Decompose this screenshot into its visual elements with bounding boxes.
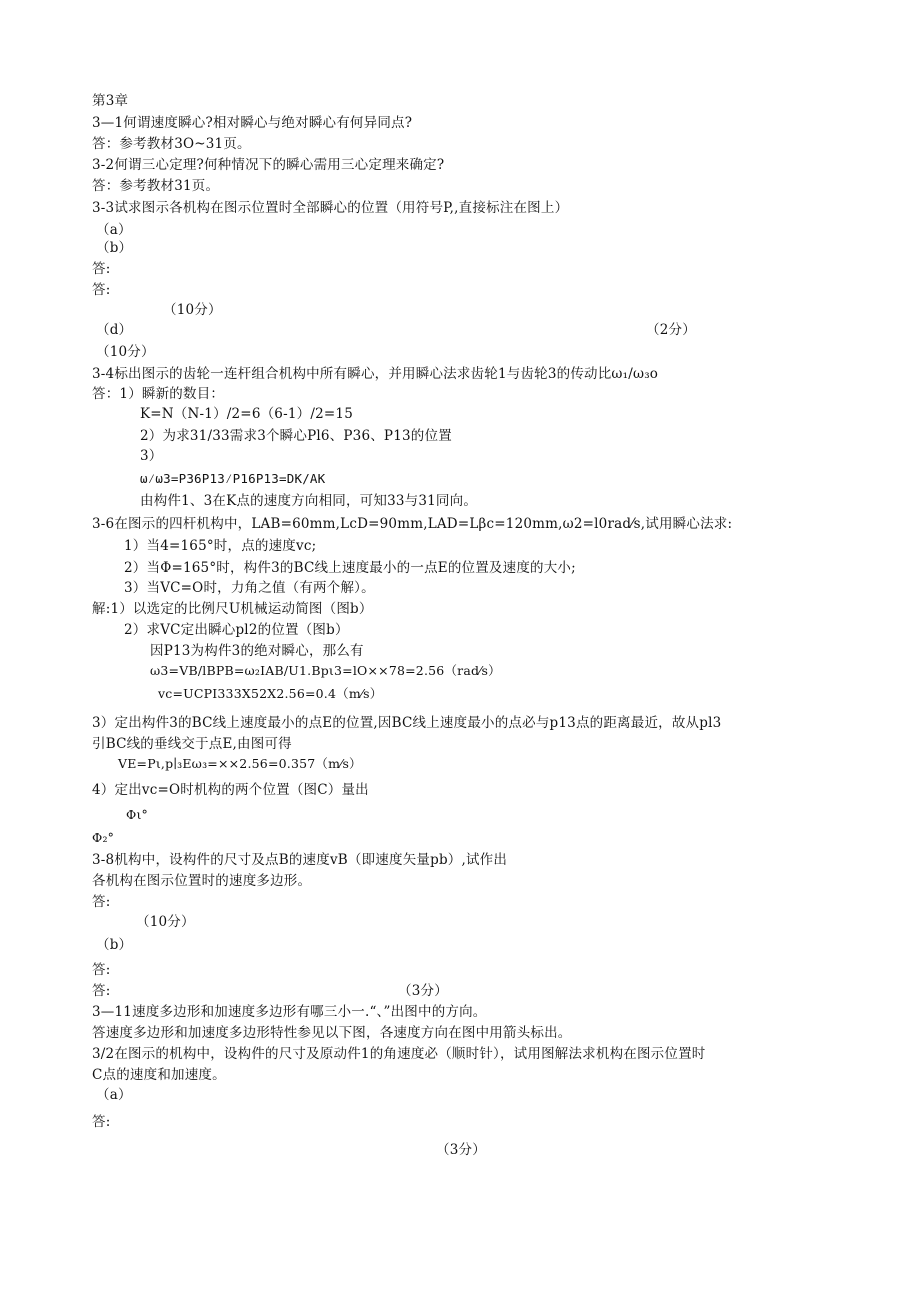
answer-3-1: 答：参考教材3O~31页。 — [92, 136, 251, 152]
solution-note: 因P13为构件3的绝对瞬心，那么有 — [150, 643, 364, 659]
question-3-3: 3-3试求图示各机构在图示位置时全部瞬心的位置（用符号P,,直接标注在图上） — [92, 200, 569, 216]
answer-label: 答: — [92, 282, 111, 298]
question-3-1: 3—1何谓速度瞬心?相对瞬心与绝对瞬心有何异同点? — [92, 115, 413, 131]
score-note: （10分） — [163, 302, 222, 318]
formula-count: K=N（N-1）/2=6（6-1）/2=15 — [140, 406, 353, 422]
answer-3-11: 答速度多边形和加速度多边形特性参见以下图，各速度方向在图中用箭头标出。 — [92, 1025, 572, 1041]
solution-step3-cont: 引BC线的垂线交于点E,由图可得 — [92, 736, 292, 752]
answer-3-4-step2: 2）为求31/33需求3个瞬心Pl6、P36、P13的位置 — [140, 428, 452, 444]
answer-label: 答: — [92, 261, 111, 277]
score-note: （2分） — [646, 322, 696, 338]
question-3-4: 3-4标出图示的齿轮一连杆组合机构中所有瞬心，并用瞬心法求齿轮1与齿轮3的传动比ω₁/ω₃o — [92, 366, 659, 382]
formula-ve: VE=Pι,p∣₃Eω₃=××2.56=0.357（m⁄s） — [118, 756, 362, 771]
answer-label: 答: — [92, 1114, 111, 1130]
question-3-8: 3-8机构中，设构件的尺寸及点B的速度vB（即速度矢量pb）,试作出 — [92, 852, 508, 868]
figure-label-b: （b） — [96, 937, 133, 953]
chapter-title: 第3章 — [92, 93, 129, 109]
score-note: （10分） — [96, 344, 155, 360]
question-3-12: 3/2在图示的机构中，设构件的尺寸及原动件1的角速度必（顺时针），试用图解法求机构在图示位置时 — [92, 1046, 706, 1062]
question-3-6-part3: 3）当VC=O时，力角之值（有两个解）。 — [124, 580, 375, 596]
score-note: （3分） — [436, 1142, 486, 1158]
formula-ratio: ω⁄ω3=P36P13⁄P16P13=DK/AK — [140, 471, 326, 486]
question-3-12-cont: C点的速度和加速度。 — [92, 1067, 226, 1083]
solution-step3: 3）定出构件3的BC线上速度最小的点E的位置,因BC线上速度最小的点必与p13点的距离最近，故从pl3 — [92, 715, 722, 731]
answer-3-4-step3: 3） — [140, 448, 163, 464]
answer-3-2: 答：参考教材31页。 — [92, 178, 220, 194]
formula-omega3: ω3=VB/lBPB=ω₂IAB/U1.Bpι3=lO××78=2.56（rad⁄s） — [150, 663, 501, 678]
question-3-6-part1: 1）当4=165°时，点的速度vc; — [124, 538, 317, 554]
score-note: （10分） — [136, 914, 195, 930]
question-3-2: 3-2何谓三心定理?何种情况下的瞬心需用三心定理来确定? — [92, 157, 445, 173]
score-note: （3分） — [398, 983, 448, 999]
answer-label: 答: — [92, 962, 111, 978]
answer-3-4-step1: 答：1）瞬新的数目： — [92, 386, 225, 402]
angle-phi2: Φ₂° — [92, 830, 115, 845]
formula-vc: vc=UCPI333X52X2.56=0.4（m⁄s） — [158, 686, 383, 701]
question-3-8-cont: 各机构在图示位置时的速度多边形。 — [92, 873, 312, 889]
figure-label-d: （d） — [96, 322, 133, 338]
answer-3-4-conclusion: 由构件1、3在K点的速度方向相同，可知33与31同向。 — [140, 493, 478, 509]
question-3-6: 3-6在图示的四杆机构中，LAB=60mm,LcD=90mm,LAD=Lβc=120mm,ω2=l0rad⁄s,试用瞬心法求: — [92, 516, 733, 532]
figure-label-b: （b） — [96, 240, 133, 256]
question-3-11: 3—11速度多边形和加速度多边形有哪三小一.“、”出图中的方向。 — [92, 1004, 487, 1020]
question-3-6-part2: 2）当Φ=165°时，构件3的BC线上速度最小的一点E的位置及速度的大小; — [124, 560, 576, 576]
solution-step1: 解:1）以选定的比例尺U机械运动简图（图b） — [92, 601, 373, 617]
solution-step2: 2）求VC定出瞬心pl2的位置（图b） — [124, 622, 349, 638]
figure-label-a: （a） — [96, 1087, 132, 1103]
answer-label: 答: — [92, 894, 111, 910]
answer-label: 答: — [92, 983, 111, 999]
figure-label-a: （a） — [96, 222, 132, 238]
solution-step4: 4）定出vc=O时机构的两个位置（图C）量出 — [92, 782, 369, 798]
angle-phi1: Φι° — [126, 807, 148, 822]
